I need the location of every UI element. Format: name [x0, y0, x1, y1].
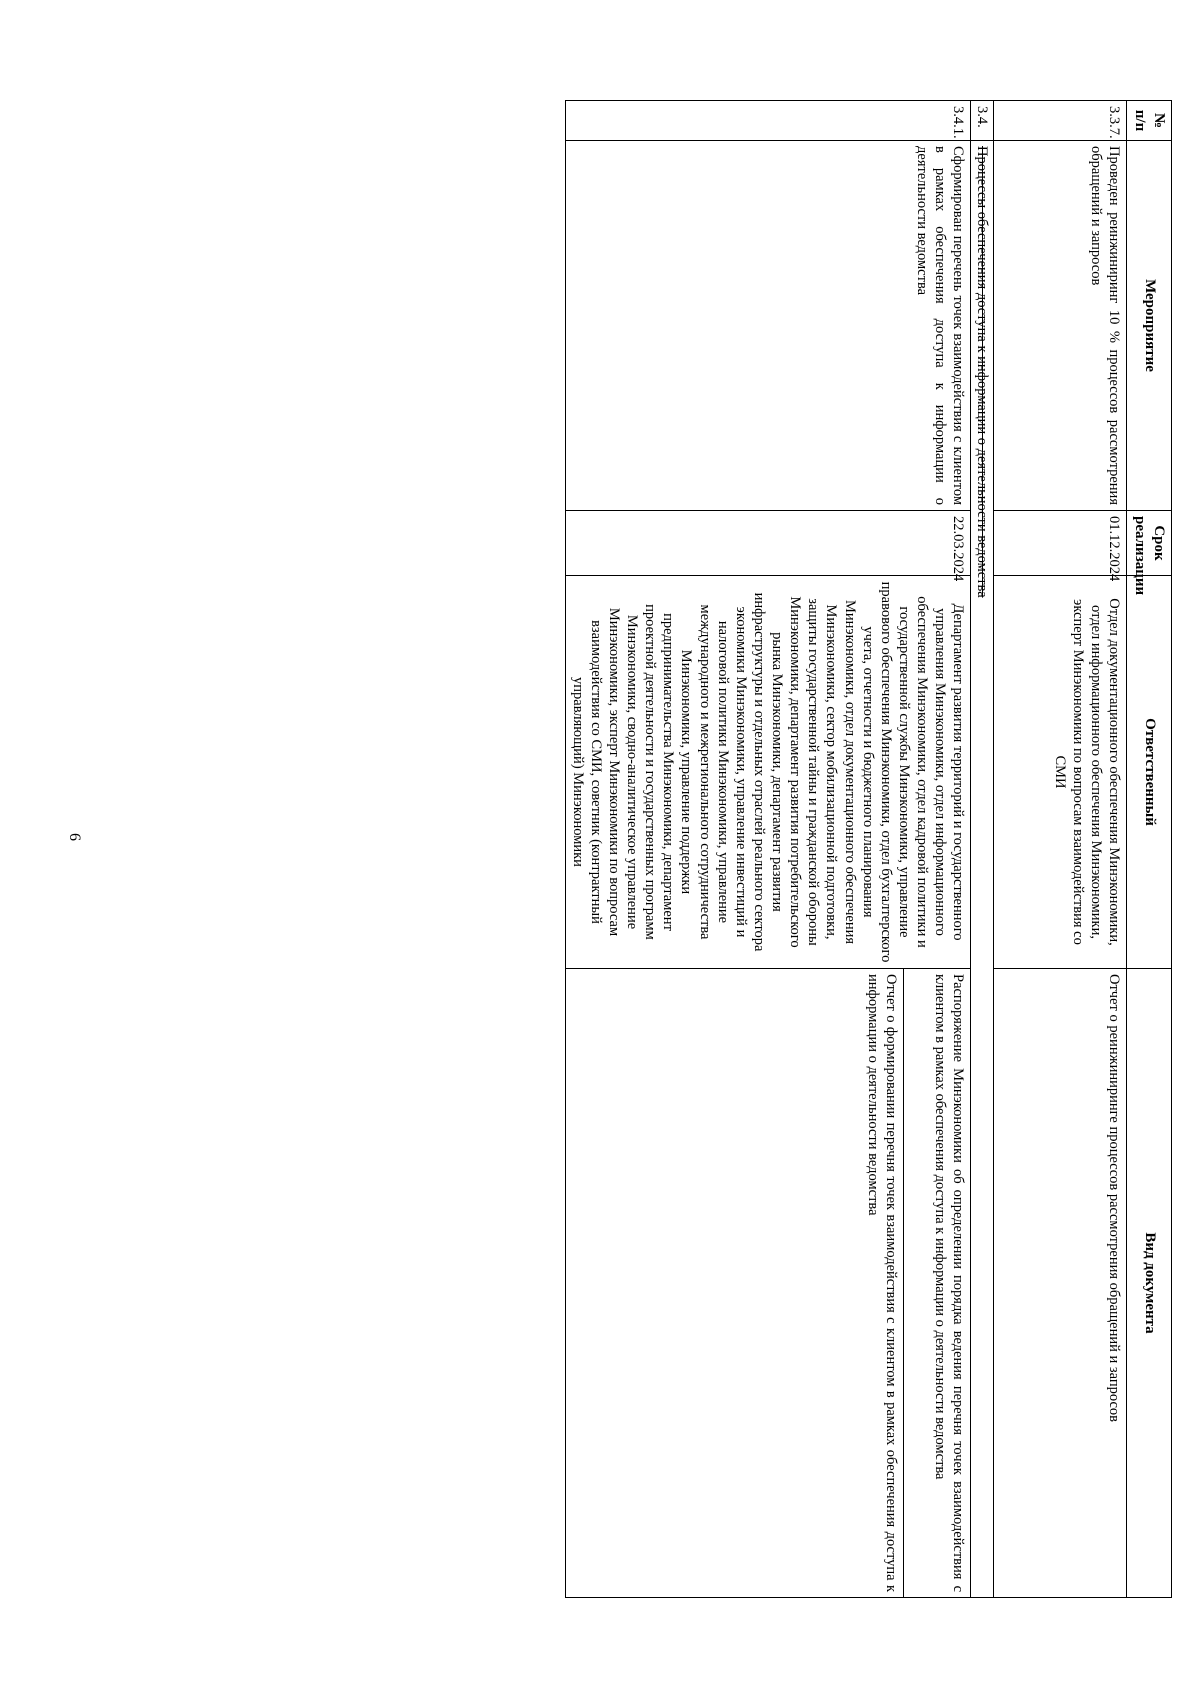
rotated-page	[160, 100, 1172, 1597]
table-row	[994, 101, 1127, 1598]
header-event: Мероприятие	[1127, 141, 1172, 511]
header-num: № п/п	[1127, 101, 1172, 141]
cell-responsible: Департамент развития территорий и государственного управления Минэкономики, отдел информационного обеспечения Минэкономики, отдел кадровой политики и государственной службы Минэкономики, управление правового обеспечения Минэкономики, отдел бухгалтерского учета, отчетности и бюджетного планирования Минэкономики, отдел документационного обеспечения Минэкономики, сектор мобилизационной подготовки, защиты государственной тайны и гражданской обороны Минэкономики, департамент развития потребительского рынка Минэкономики, департамент развития инфраструктуры и отдельных отраслей реального сектора экономики Минэкономики, управление инвестиций и налоговой политики Минэкономики, управление международного и межрегионального сотрудничества Минэкономики, управление поддержки предпринимательства Минэкономики, департамент проектной деятельности и государственных программ Минэкономики, сводно-аналитическое управление Минэкономики, эксперт Минэкономики по вопросам взаимодействия со СМИ, советник (контрактный управляющий) Минэкономики	[565, 576, 971, 969]
header-deadline: Срок реализации	[1127, 511, 1172, 576]
section-title	[971, 141, 994, 1598]
cell-num: 3.4.1.	[565, 101, 971, 141]
cell-doc: Отчет о реинжиниринге процессов рассмотрения обращений и запросов	[994, 969, 1127, 1598]
plan-table	[565, 100, 1172, 1598]
cell-deadline: 01.12.2024	[994, 511, 1127, 576]
table-header	[1127, 101, 1172, 1598]
header-doc-type: Вид документа	[1127, 969, 1172, 1598]
page-number: 6	[66, 833, 83, 841]
section-row	[971, 101, 994, 1598]
cell-doc: Распоряжение Минэкономики об определении порядка ведения перечня точек взаимодействия с клиентом в рамках обеспечения доступа к информации о деятельности ведомства	[904, 969, 971, 1598]
cell-responsible: Отдел документационного обеспечения Минэкономики, отдел информационного обеспечения Минэкономики, эксперт Минэкономики по вопросам взаимодействия со СМИ	[994, 576, 1127, 969]
cell-num: 3.3.7.	[994, 101, 1127, 141]
table-row	[904, 101, 971, 1598]
cell-deadline: 22.03.2024	[565, 511, 971, 576]
cell-num: 3.4.	[971, 101, 994, 141]
section-title-text: Процессы обеспечения доступа к информации о деятельности ведомства	[974, 146, 991, 598]
cell-event: Сформирован перечень точек взаимодействия с клиентом в рамках обеспечения доступа к информации о деятельности ведомства	[565, 141, 971, 511]
header-responsible: Ответственный	[1127, 576, 1172, 969]
cell-doc-2: Отчет о формировании перечня точек взаимодействия с клиентом в рамках обеспечения доступа к информации о деятельности ведомства	[565, 969, 904, 1598]
cell-event: Проведен реинжиниринг 10 % процессов рассмотрения обращений и запросов	[994, 141, 1127, 511]
